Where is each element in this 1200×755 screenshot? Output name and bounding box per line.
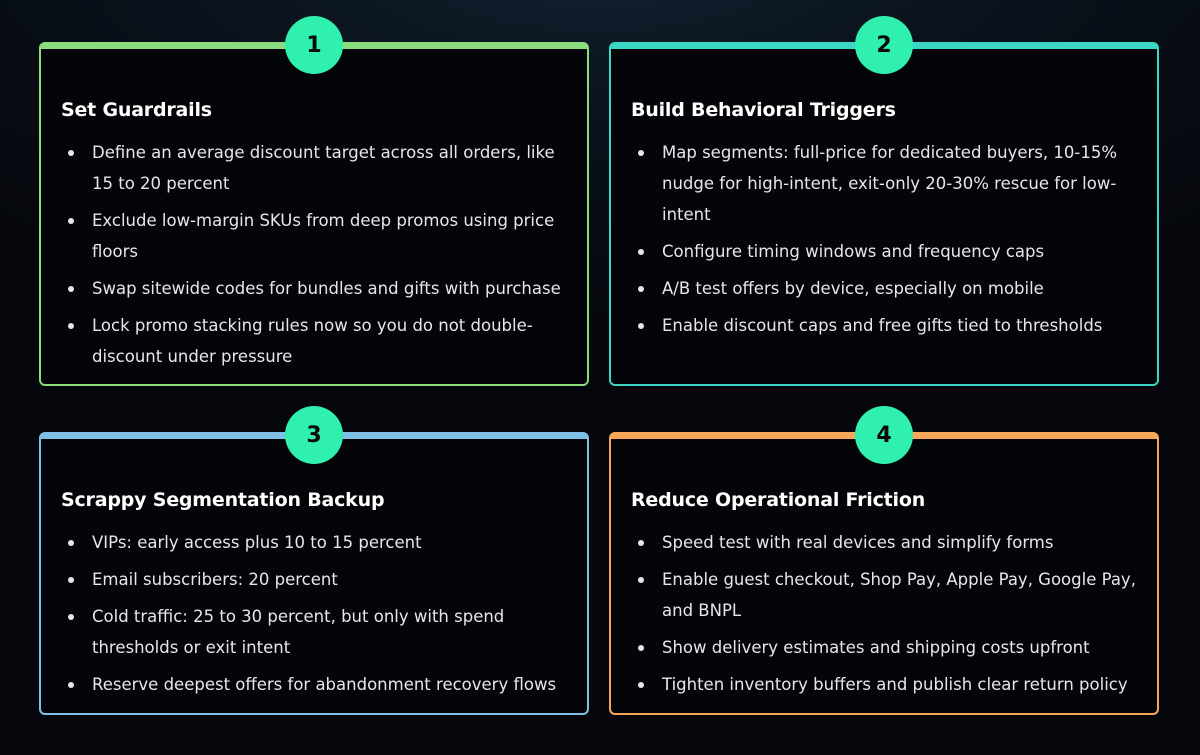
list-item: A/B test offers by device, especially on mobile: [631, 273, 1146, 304]
step-number-badge: 1: [285, 16, 343, 74]
card-title: Set Guardrails: [61, 99, 212, 121]
list-item: Tighten inventory buffers and publish clear return policy: [631, 669, 1146, 700]
list-item: VIPs: early access plus 10 to 15 percent: [61, 527, 576, 558]
list-item: Speed test with real devices and simplify forms: [631, 527, 1146, 558]
bullet-list: [61, 137, 576, 378]
bullet-list: [631, 137, 1146, 347]
card-title: Build Behavioral Triggers: [631, 99, 896, 121]
card-reduce-operational-friction: [609, 422, 1159, 715]
list-item: Define an average discount target across all orders, like 15 to 20 percent: [61, 137, 576, 199]
list-item: Cold traffic: 25 to 30 percent, but only with spend thresholds or exit intent: [61, 601, 576, 663]
bullet-list: [631, 527, 1146, 706]
card-set-guardrails: [39, 32, 589, 386]
bullet-list: [61, 527, 576, 706]
list-item: Reserve deepest offers for abandonment recovery flows: [61, 669, 576, 700]
list-item: Configure timing windows and frequency caps: [631, 236, 1146, 267]
card-title: Reduce Operational Friction: [631, 489, 926, 511]
list-item: Swap sitewide codes for bundles and gifts with purchase: [61, 273, 576, 304]
step-number-badge: 3: [285, 406, 343, 464]
card-build-behavioral-triggers: [609, 32, 1159, 386]
card-title: Scrappy Segmentation Backup: [61, 489, 385, 511]
list-item: Show delivery estimates and shipping costs upfront: [631, 632, 1146, 663]
list-item: Lock promo stacking rules now so you do not double-discount under pressure: [61, 310, 576, 372]
list-item: Enable discount caps and free gifts tied to thresholds: [631, 310, 1146, 341]
list-item: Map segments: full-price for dedicated buyers, 10-15% nudge for high-intent, exit-only 20-30% rescue for low-intent: [631, 137, 1146, 230]
step-number-badge: 2: [855, 16, 913, 74]
list-item: Email subscribers: 20 percent: [61, 564, 576, 595]
step-number-badge: 4: [855, 406, 913, 464]
card-scrappy-segmentation-backup: [39, 422, 589, 715]
list-item: Enable guest checkout, Shop Pay, Apple Pay, Google Pay, and BNPL: [631, 564, 1146, 626]
list-item: Exclude low-margin SKUs from deep promos using price floors: [61, 205, 576, 267]
